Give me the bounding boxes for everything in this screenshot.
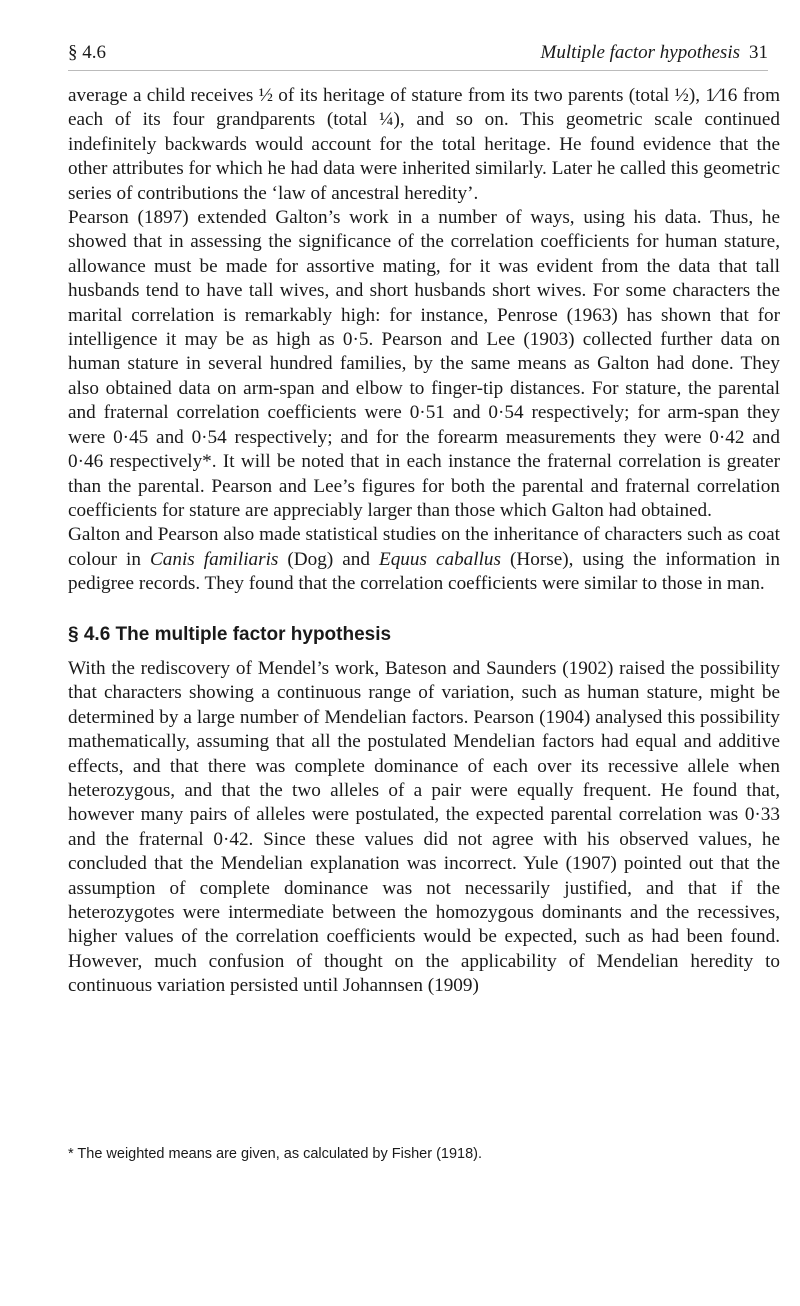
paragraph-4: With the rediscovery of Mendel’s work, Bateson and Saunders (1902) raised the possibility that characters showing a continuous range of variation, such as human stature, might be determined by a large number of Mendelian factors. Pearson (1904) analysed this possibility mathematically, assuming that all the postulated Mendelian factors had equal and additive effects, and that there was complete dominance of each over its recessive allele when heterozygous, and that the two alleles of a pair were equally frequent. He found that, however many pairs of alleles were postulated, the expected parental correlation was 0·33 and the fraternal 0·42. Since these values did not agree with his observed values, he concluded that the Mendelian explanation was incorrect. Yule (1907) pointed out that the assumption of complete dominance was not necessarily justified, and that if the heterozygotes were intermediate between the homozygous dominants and the recessives, higher values of the correlation coefficients would be expected, such as had been found. However, much confusion of thought on the applicability of Mendelian heredity to continuous variation persisted until Johannsen (1909) [68,657,780,997]
species-name-dog: Canis familiaris [149,548,279,570]
paragraph-1: average a child receives ½ of its heritage of stature from its two parents (total ½), 1⁄16 from each of its four grandparents (total ¼), and so on. This geometric scale continued indefinitely backwards would account for the total heritage. He found evidence that the other attributes for which he had data were inherited similarly. Later he called this geometric series of contributions the ‘law of ancestral heredity’. [68,85,780,204]
paragraph-3 [68,523,780,596]
body-text [68,84,780,999]
paragraph-3-start: Galton and Pearson also made statistical studies on the inheritance of characters such as coat colour in [68,524,780,570]
paragraph-3-end: (Horse), using the information in pedigree records. They found that the correlation coefficients were similar to those in man. [68,548,780,595]
section-heading: § 4.6 The multiple factor hypothesis [68,623,392,645]
footnote: * The weighted means are given, as calculated by Fisher (1918). [68,1146,483,1162]
paragraph-2: Pearson (1897) extended Galton’s work in a number of ways, using his data. Thus, he showed that in assessing the significance of the correlation coefficients for human stature, allowance must be made for assortive mating, for it was evident from the data that tall husbands tend to have tall wives, and short husbands short wives. For some characters the marital correlation is remarkably high: for instance, Penrose (1963) has shown that for intelligence it may be as high as 0·5. Pearson and Lee (1903) collected further data on human stature in several hundred families, by the same means as Galton had done. They also obtained data on arm-span and elbow to finger-tip distances. For stature, the parental and fraternal correlation coefficients were 0·51 and 0·54 respectively; for arm-span they were 0·45 and 0·54 respectively; and for the forearm measurements they were 0·42 and 0·46 respectively*. It will be noted that in each instance the fraternal correlation is greater than the parental. Pearson and Lee’s figures for both the parental and fraternal correlation coefficients for stature are appreciably larger than those which Galton had obtained. [68,207,780,521]
running-title [541,42,740,64]
page-number: 31 [749,42,768,63]
running-title-text: Multiple factor hypothesis [540,42,740,63]
header-section-mark: § 4.6 [68,42,106,63]
running-header [68,40,768,71]
paragraph-3-middle: (Dog) and [278,548,379,570]
species-name-horse: Equus caballus [378,548,501,570]
